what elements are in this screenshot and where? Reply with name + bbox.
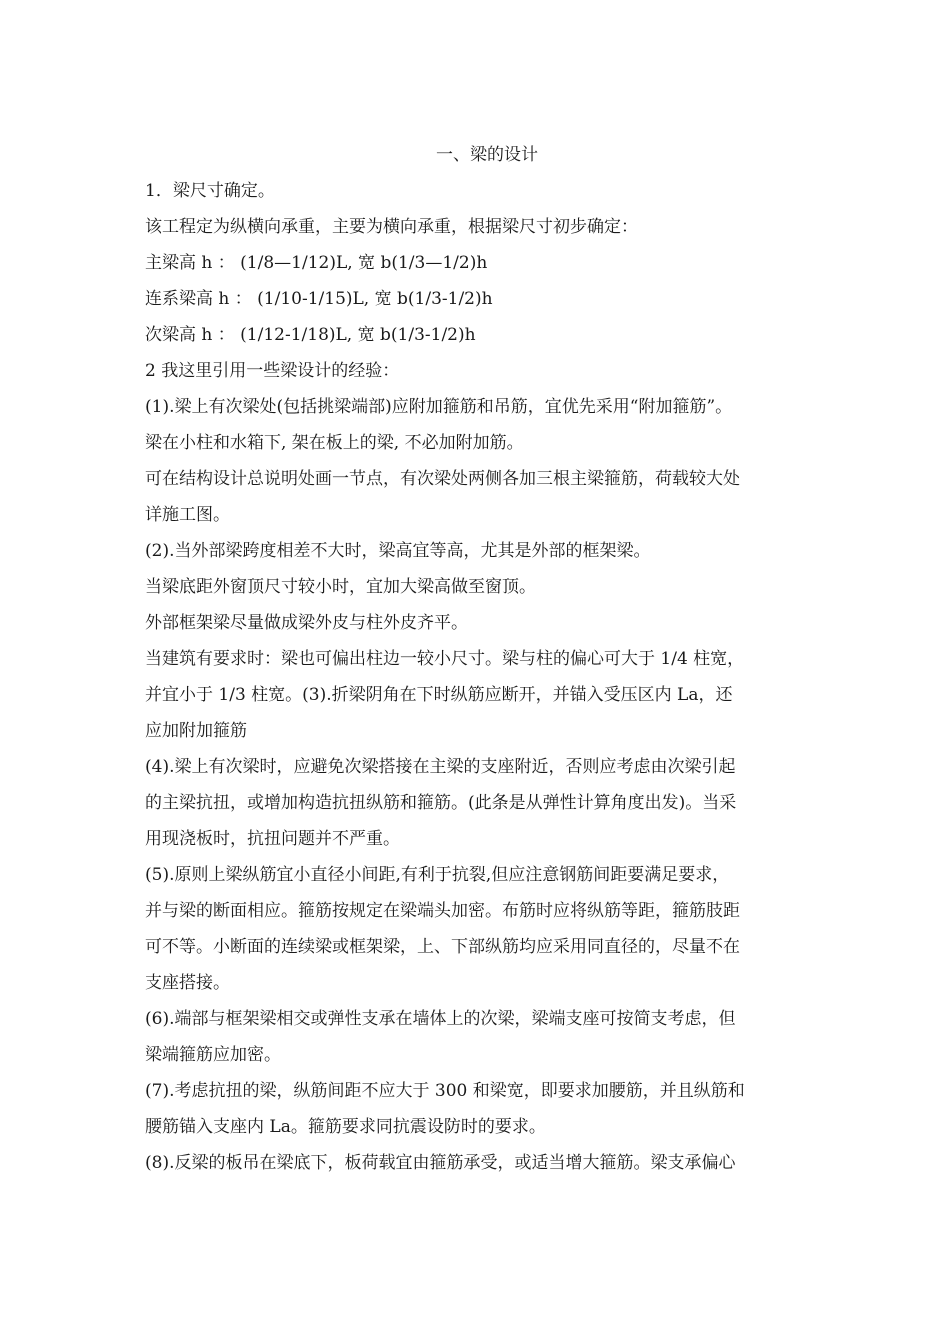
text-line: 1．梁尺寸确定。 <box>145 181 275 201</box>
text-line: 可不等。小断面的连续梁或框架梁，上、下部纵筋均应采用同直径的，尽量不在 <box>145 937 740 957</box>
text-line: (8).反梁的板吊在梁底下，板荷载宜由箍筋承受，或适当增大箍筋。梁支承偏心 <box>145 1153 736 1173</box>
text-line: 该工程定为纵横向承重，主要为横向承重，根据梁尺寸初步确定： <box>145 217 638 237</box>
text-line: 的主梁抗扭，或增加构造抗扭纵筋和箍筋。(此条是从弹性计算角度出发)。当采 <box>145 793 737 813</box>
text-line: 并与梁的断面相应。箍筋按规定在梁端头加密。布筋时应将纵筋等距，箍筋肢距 <box>145 901 740 921</box>
text-line: 应加附加箍筋 <box>145 721 247 741</box>
document-body <box>145 137 811 1181</box>
text-line: (5).原则上梁纵筋宜小直径小间距,有利于抗裂,但应注意钢筋间距要满足要求， <box>145 865 730 885</box>
text-line: 当梁底距外窗顶尺寸较小时，宜加大梁高做至窗顶。 <box>145 577 536 597</box>
text-line: 梁在小柱和水箱下, 架在板上的梁, 不必加附加筋。 <box>145 433 524 453</box>
text-line: 并宜小于 1/3 柱宽。(3).折梁阴角在下时纵筋应断开，并锚入受压区内 La，还 <box>145 685 733 705</box>
text-line: (6).端部与框架梁相交或弹性支承在墙体上的次梁，梁端支座可按简支考虑，但 <box>145 1009 736 1029</box>
page-title: 一、梁的设计 <box>436 145 538 165</box>
text-line: 主梁高 h ： (1/8—1/12)L, 宽 b(1/3—1/2)h <box>145 253 488 273</box>
text-line: 当建筑有要求时：梁也可偏出柱边一较小尺寸。梁与柱的偏心可大于 1/4 柱宽， <box>145 649 745 669</box>
text-line: (4).梁上有次梁时，应避免次梁搭接在主梁的支座附近，否则应考虑由次梁引起 <box>145 757 736 777</box>
text-line: (2).当外部梁跨度相差不大时，梁高宜等高，尤其是外部的框架梁。 <box>145 541 651 561</box>
text-line: 详施工图。 <box>145 505 230 525</box>
text-line: 用现浇板时，抗扭问题并不严重。 <box>145 829 400 849</box>
text-line: 2 我这里引用一些梁设计的经验： <box>145 361 400 381</box>
text-line: 腰筋锚入支座内 La。箍筋要求同抗震设防时的要求。 <box>145 1117 546 1137</box>
text-line: (1).梁上有次梁处(包括挑梁端部)应附加箍筋和吊筋，宜优先采用“附加箍筋”。 <box>145 397 733 417</box>
text-line: (7).考虑抗扭的梁，纵筋间距不应大于 300 和梁宽，即要求加腰筋，并且纵筋和 <box>145 1081 745 1101</box>
text-line: 连系梁高 h ： (1/10-1/15)L, 宽 b(1/3-1/2)h <box>145 289 493 309</box>
text-line: 梁端箍筋应加密。 <box>145 1045 281 1065</box>
text-line: 外部框架梁尽量做成梁外皮与柱外皮齐平。 <box>145 613 468 633</box>
text-line: 可在结构设计总说明处画一节点，有次梁处两侧各加三根主梁箍筋，荷载较大处 <box>145 469 740 489</box>
text-line: 次梁高 h ： (1/12-1/18)L, 宽 b(1/3-1/2)h <box>145 325 476 345</box>
text-line: 支座搭接。 <box>145 973 230 993</box>
